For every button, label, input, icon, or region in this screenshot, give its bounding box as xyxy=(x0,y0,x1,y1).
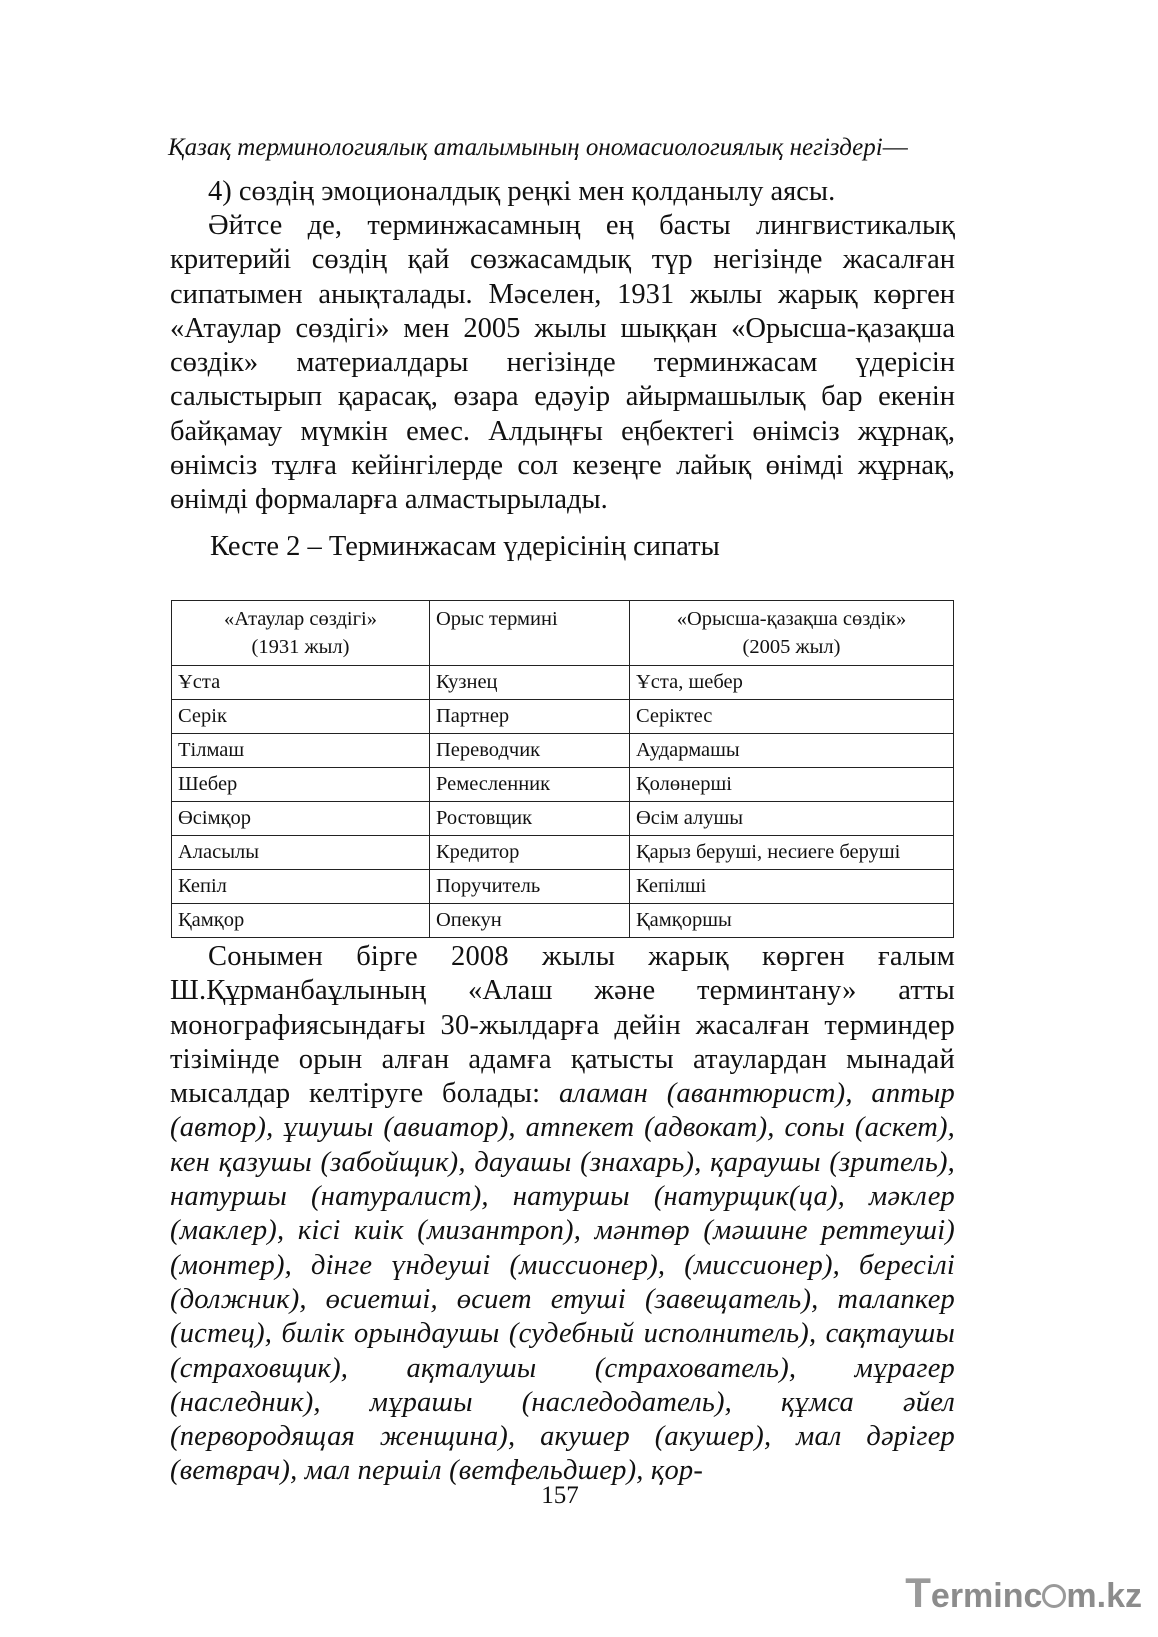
table-cell: Тілмаш xyxy=(172,734,430,768)
running-header xyxy=(168,134,958,162)
table-cell: Серік xyxy=(172,700,430,734)
table-cell: Ұста, шебер xyxy=(630,666,954,700)
table-row xyxy=(172,666,954,700)
table-cell: Кепіл xyxy=(172,870,430,904)
magnifier-icon xyxy=(1042,1584,1066,1608)
table-row xyxy=(172,802,954,836)
terms-table xyxy=(171,600,954,938)
table-cell: Шебер xyxy=(172,768,430,802)
table-row xyxy=(172,734,954,768)
header-title: Қазақ терминологиялық аталымының ономасиологиялық негіздері xyxy=(168,134,883,161)
paragraph-criteria: Әйтсе де, терминжасамның ең басты лингвистикалық критерийі сөздің қай сөзжасамдық түр негізінде жасалған сипатымен анықталады. Мәселен, 1931 жылы жарық көрген «Атаулар сөздігі» мен 2005 жылы шыққан «Орысша-қазақша сөздік» материалдары негізінде терминжасам үдерісін салыстырып қарасақ, өзара едәуір айырмашылық бар екенін байқамау мүмкін емес. Алдыңғы еңбектегі өнімсіз жұрнақ, өнімсіз тұлға кейінгілерде сол кезеңге лайық өнімді жұрнақ, өнімді формаларға алмастырылады. xyxy=(170,210,955,516)
table-cell: Серіктес xyxy=(630,700,954,734)
table-cell: Аудармашы xyxy=(630,734,954,768)
header-cell-1931: «Атаулар сөздігі» (1931 жыл) xyxy=(172,601,430,666)
table-cell: Кузнец xyxy=(430,666,630,700)
table-cell: Поручитель xyxy=(430,870,630,904)
table-cell: Қарыз беруші, несиеге беруші xyxy=(630,836,954,870)
table-cell: Кепілші xyxy=(630,870,954,904)
table-cell: Ростовщик xyxy=(430,802,630,836)
table-cell: Партнер xyxy=(430,700,630,734)
examples-intro: Сонымен бірге 2008 жылы жарық көрген ғалым Ш.Құрманбаұлының «Алаш және терминтану» атты монографиясындағы 30-жылдарға дейін жасалған терминдер тізімінде орын алған адамға қатысты атаулардан мынадай мысалдар келтіруге болады: xyxy=(170,941,955,1110)
table-row xyxy=(172,904,954,938)
table-cell: Қамқор xyxy=(172,904,430,938)
table-cell: Ұста xyxy=(172,666,430,700)
table-cell: Аласылы xyxy=(172,836,430,870)
table-row xyxy=(172,768,954,802)
paragraph-examples xyxy=(170,940,955,1489)
table-cell: Переводчик xyxy=(430,734,630,768)
table-cell: Өсім алушы xyxy=(630,802,954,836)
table-cell: Ремесленник xyxy=(430,768,630,802)
header-cell-russian: Орыс термині xyxy=(430,601,630,666)
site-watermark: Terminc m.kz xyxy=(905,1569,1142,1616)
paragraph-item-4: 4) сөздің эмоционалдық реңкі мен қолданылу аясы. xyxy=(208,176,836,207)
header-dash: — xyxy=(882,134,908,161)
table-cell: Опекун xyxy=(430,904,630,938)
table-row xyxy=(172,870,954,904)
table-cell: Қолөнерші xyxy=(630,768,954,802)
table-cell: Қамқоршы xyxy=(630,904,954,938)
table-cell: Кредитор xyxy=(430,836,630,870)
table-row xyxy=(172,700,954,734)
examples-list: аламан (авантюрист), аптыр (автор), ұшушы (авиатор), атпекет (адвокат), сопы (аскет), кен қазушы (забойщик), дауашы (знахарь), қараушы (зритель), натуршы (натуралист), натуршы (натурщик(ца), мәклер (маклер), кісі киік (мизантроп), мәнтөр (мәшине реттеуші) (монтер), дінге үндеуші (миссионер), (миссионер), бересілі (должник), өсиетші, өсиет етуші (завещатель), талапкер (истец), билік орындаушы (судебный исполнитель), сақтаушы (страховщик), ақталушы (страхователь), мұрагер (наследник), мұрашы (наследодатель), құмса әйел (первородящая женщина), акушер (акушер), мал дәрігер (ветврач), мал першіл (ветфельдшер), қор- xyxy=(170,1078,956,1487)
header-cell-2005: «Орысша-қазақша сөздік» (2005 жыл) xyxy=(630,601,954,666)
page-number: 157 xyxy=(541,1482,579,1509)
table-cell: Өсімқор xyxy=(172,802,430,836)
table-caption: Кесте 2 – Терминжасам үдерісінің сипаты xyxy=(210,531,720,562)
table-row xyxy=(172,836,954,870)
table-header-row xyxy=(172,601,954,666)
